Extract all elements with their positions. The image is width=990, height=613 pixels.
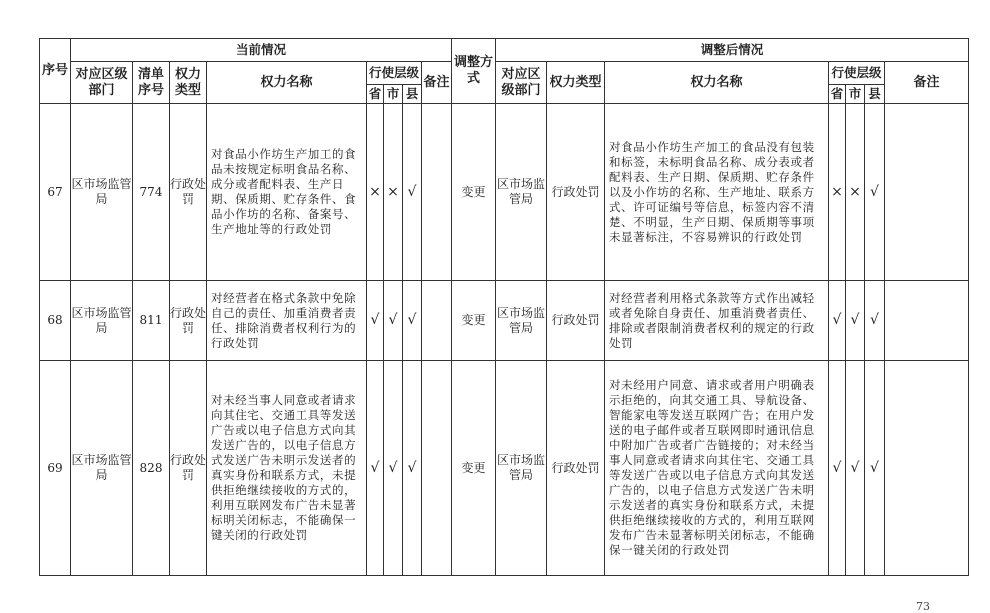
header-new-level: 行使层级 <box>829 62 885 85</box>
row-method: 变更 <box>452 281 496 361</box>
row-list-no: 774 <box>133 104 170 281</box>
header-power-type: 权力类型 <box>170 62 207 104</box>
row-method: 变更 <box>452 104 496 281</box>
row-new-dept: 区市场监管局 <box>496 281 547 361</box>
header-adjustment-method: 调整方式 <box>452 39 496 104</box>
header-new-county: 县 <box>865 85 885 104</box>
header-dept: 对应区级部门 <box>71 62 133 104</box>
row-new-power-type: 行政处罚 <box>547 281 605 361</box>
row-province-mark: √ <box>367 281 384 361</box>
row-power-name: 对未经当事人同意或者请求向其住宅、交通工具等发送广告或以电子信息方式向其发送广告的，以电子信息方式发送广告未明示发送者的真实身份和联系方式，未提供拒绝继续接收的方式的，利用互联网发布广告未显著标明关闭标志，不能确保一键关闭的行政处罚 <box>207 361 367 576</box>
row-new-province-mark: √ <box>829 361 846 576</box>
header-new-dept: 对应区级部门 <box>496 62 547 104</box>
row-power-type: 行政处罚 <box>170 281 207 361</box>
header-province: 省 <box>367 85 384 104</box>
document-page <box>39 38 968 576</box>
row-province-mark: √ <box>367 361 384 576</box>
header-city: 市 <box>384 85 403 104</box>
row-dept: 区市场监管局 <box>71 104 133 281</box>
row-seq: 69 <box>40 361 71 576</box>
header-remark: 备注 <box>422 62 452 104</box>
row-province-mark: × <box>367 104 384 281</box>
table-row <box>40 361 969 576</box>
row-new-power-type: 行政处罚 <box>547 361 605 576</box>
row-remark <box>422 281 452 361</box>
row-power-type: 行政处罚 <box>170 361 207 576</box>
row-power-name: 对经营者在格式条款中免除自己的责任、加重消费者责任、排除消费者权利行为的行政处罚 <box>207 281 367 361</box>
header-new-province: 省 <box>829 85 846 104</box>
row-remark <box>422 104 452 281</box>
row-city-mark: × <box>384 104 403 281</box>
row-new-city-mark: × <box>846 104 865 281</box>
header-new-power-type: 权力类型 <box>547 62 605 104</box>
header-list-no: 清单序号 <box>133 62 170 104</box>
row-new-county-mark: √ <box>865 281 885 361</box>
row-new-power-name: 对食品小作坊生产加工的食品没有包装和标签，未标明食品名称、成分表或者配料表、生产日期、保质期、贮存条件以及小作坊的名称、生产地址、联系方式、许可证编号等信息，标签内容不清楚、不明显，生产日期、保质期等事项未显著标注，不容易辨识的行政处罚 <box>605 104 829 281</box>
row-new-remark <box>885 281 969 361</box>
row-county-mark: √ <box>403 281 422 361</box>
row-new-county-mark: √ <box>865 104 885 281</box>
row-new-remark <box>885 104 969 281</box>
row-new-city-mark: √ <box>846 281 865 361</box>
row-new-province-mark: × <box>829 104 846 281</box>
row-dept: 区市场监管局 <box>71 361 133 576</box>
table-row <box>40 281 969 361</box>
row-new-remark <box>885 361 969 576</box>
row-list-no: 828 <box>133 361 170 576</box>
header-level: 行使层级 <box>367 62 422 85</box>
row-new-county-mark: √ <box>865 361 885 576</box>
page-number: 73 <box>916 600 930 613</box>
row-new-power-name: 对经营者利用格式条款等方式作出减轻或者免除自身责任、加重消费者责任、排除或者限制消费者权利的规定的行政处罚 <box>605 281 829 361</box>
row-new-power-type: 行政处罚 <box>547 104 605 281</box>
row-list-no: 811 <box>133 281 170 361</box>
power-adjustment-table <box>39 38 969 576</box>
header-new-power-name: 权力名称 <box>605 62 829 104</box>
header-county: 县 <box>403 85 422 104</box>
row-city-mark: √ <box>384 361 403 576</box>
table-row <box>40 104 969 281</box>
header-new-remark: 备注 <box>885 62 969 104</box>
row-new-city-mark: √ <box>846 361 865 576</box>
header-current: 当前情况 <box>71 39 452 62</box>
header-power-name: 权力名称 <box>207 62 367 104</box>
row-method: 变更 <box>452 361 496 576</box>
row-remark <box>422 361 452 576</box>
row-county-mark: √ <box>403 361 422 576</box>
row-county-mark: √ <box>403 104 422 281</box>
row-new-power-name: 对未经用户同意、请求或者用户明确表示拒绝的，向其交通工具、导航设备、智能家电等发送互联网广告；在用户发送的电子邮件或者互联网即时通讯信息中附加广告或者广告链接的；对未经当事人同意或者请求向其住宅、交通工具等发送广告或以电子信息方式向其发送广告的，以电子信息方式发送广告未明示发送者的真实身份和联系方式，未提供拒绝继续接收的方式的，利用互联网发布广告未显著标明关闭标志，不能确保一键关闭的行政处罚 <box>605 361 829 576</box>
row-power-name: 对食品小作坊生产加工的食品未按规定标明食品名称、成分或者配料表、生产日期、保质期、贮存条件、食品小作坊的名称、备案号、生产地址等的行政处罚 <box>207 104 367 281</box>
row-city-mark: √ <box>384 281 403 361</box>
row-new-dept: 区市场监管局 <box>496 361 547 576</box>
header-seq: 序号 <box>40 39 71 104</box>
row-seq: 68 <box>40 281 71 361</box>
row-dept: 区市场监管局 <box>71 281 133 361</box>
row-new-province-mark: √ <box>829 281 846 361</box>
row-seq: 67 <box>40 104 71 281</box>
header-after: 调整后情况 <box>496 39 969 62</box>
header-new-city: 市 <box>846 85 865 104</box>
row-new-dept: 区市场监管局 <box>496 104 547 281</box>
row-power-type: 行政处罚 <box>170 104 207 281</box>
